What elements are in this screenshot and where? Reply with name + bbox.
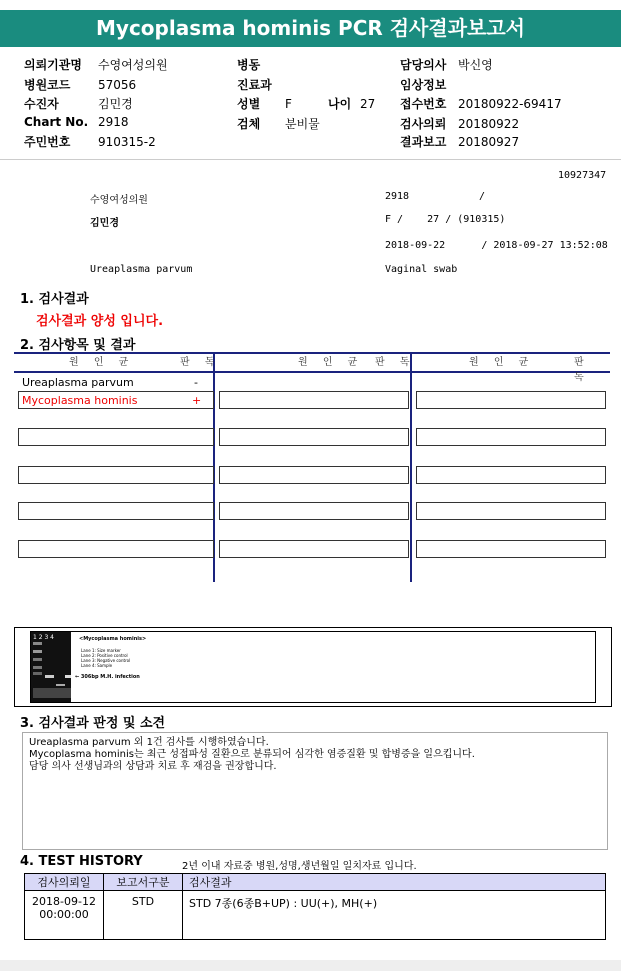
gel-heading: <Mycoplasma hominis>: [79, 636, 147, 642]
info-report-date: 결과보고 20180927: [400, 135, 520, 149]
gel-legend-line: Lane 2: Positive control: [81, 653, 128, 658]
info-sex: 성별 F: [237, 97, 292, 111]
col-result-3: 판 독: [574, 357, 590, 383]
history-note: 2년 이내 자료중 병원,성명,생년월일 일치자료 입니다.: [182, 861, 417, 872]
history-header-row: [25, 874, 606, 891]
empty-result-box: [416, 540, 606, 558]
empty-result-box: [416, 466, 606, 484]
gel-legend-line: Lane 3: Negative control: [81, 658, 131, 663]
history-type: STD: [104, 891, 183, 940]
opinion-line: Ureaplasma parvum 외 1건 검사를 시행하였습니다.: [29, 737, 269, 748]
empty-result-box: [219, 502, 409, 520]
meta-specimen: Vaginal swab: [385, 264, 458, 275]
header-divider: [0, 159, 621, 160]
organism-name: Mycoplasma hominis: [22, 394, 138, 407]
info-clinical: 임상정보: [400, 78, 447, 92]
col-organism-1: 원 인 균: [69, 357, 135, 368]
gel-svg: [31, 632, 595, 702]
history-date-cell: [25, 891, 104, 940]
empty-result-box: [416, 428, 606, 446]
info-ward: 병동: [237, 58, 261, 72]
empty-result-box: [219, 466, 409, 484]
results-grid: [14, 352, 610, 582]
info-receipt-no: 접수번호 20180922-69417: [400, 97, 562, 111]
meta-test: Ureaplasma parvum: [90, 264, 193, 275]
organism-result: +: [192, 394, 202, 407]
gel-legend-line: Lane 1: Size marker: [81, 648, 121, 653]
meta-name: 김민경: [90, 218, 119, 229]
empty-result-box: [18, 428, 214, 446]
history-col-type: 보고서구분: [104, 874, 183, 891]
meta-clinic: 수영여성의원: [90, 195, 148, 206]
info-age: 나이 27: [328, 97, 376, 111]
section4-title: 4. TEST HISTORY: [20, 854, 143, 869]
history-table: [24, 873, 606, 940]
info-hospital-code: 병원코드 57056: [24, 78, 137, 92]
opinion-line: 담당 의사 선생님과의 상담과 치료 후 재검을 권장합니다.: [29, 761, 277, 772]
opinion-line: Mycoplasma hominis는 최근 성접파성 질환으로 분류되어 심각한 염증질환 및 합병증을 일으킵니다.: [29, 749, 475, 760]
meta-sexage: F / 27 / (910315): [385, 214, 506, 225]
empty-result-box: [18, 540, 214, 558]
section3-title: 3. 검사결과 판정 및 소견: [20, 716, 166, 731]
info-request-date: 검사의뢰 20180922: [400, 117, 520, 131]
report-title: Mycoplasma hominis PCR 검사결과보고서: [0, 10, 621, 47]
history-date: 2018-09-12: [32, 895, 96, 908]
history-col-result: 검사결과: [183, 874, 606, 891]
gel-lanes: 1 2 3 4: [33, 634, 54, 641]
section1-title: 1. 검사결과: [20, 292, 89, 307]
gel-band-label: ← 306bp M.H. infection: [75, 674, 140, 680]
empty-result-box: [416, 502, 606, 520]
meta-dates: 2018-09-22 / 2018-09-27 13:52:08: [385, 240, 608, 251]
empty-result-box: [18, 502, 214, 520]
result-positive: 검사결과 양성 입니다.: [36, 314, 164, 329]
col-result-2: 판 독: [375, 357, 416, 368]
empty-result-box: [18, 466, 214, 484]
opinion-box: [22, 732, 608, 850]
gel-legend-line: Lane 4: Sample: [81, 663, 113, 668]
organism-result: -: [194, 376, 198, 389]
history-time: 00:00:00: [39, 908, 89, 921]
report-code: 10927347: [558, 170, 607, 181]
grid-divider: [410, 352, 412, 582]
info-dept: 진료과: [237, 78, 272, 92]
info-chart-no: Chart No. 2918: [24, 115, 129, 129]
meta-chart: 2918: [385, 191, 410, 202]
info-specimen: 검체 분비물: [237, 117, 320, 131]
col-organism-2: 원 인 균: [298, 357, 364, 368]
meta-slash: /: [479, 191, 486, 202]
empty-result-box: [219, 391, 409, 409]
info-doctor: 담당의사 박신영: [400, 58, 493, 72]
info-clinic: 의뢰기관명 수영여성의원: [24, 58, 168, 72]
organism-name: Ureaplasma parvum: [22, 376, 134, 389]
gel-image: [30, 631, 596, 703]
empty-result-box: [219, 540, 409, 558]
col-result-1: 판 독: [180, 357, 221, 368]
col-organism-3: 원 인 균: [469, 357, 535, 368]
empty-result-box: [219, 428, 409, 446]
info-patient: 수진자 김민경: [24, 97, 133, 111]
history-col-date: 검사의뢰일: [25, 874, 104, 891]
section2-title: 2. 검사항목 및 결과: [20, 338, 136, 353]
empty-result-box: [416, 391, 606, 409]
history-result: STD 7종(6종B+UP) : UU(+), MH(+): [183, 891, 606, 940]
history-row: [25, 891, 606, 940]
info-resident-no: 주민번호 910315-2: [24, 135, 156, 149]
